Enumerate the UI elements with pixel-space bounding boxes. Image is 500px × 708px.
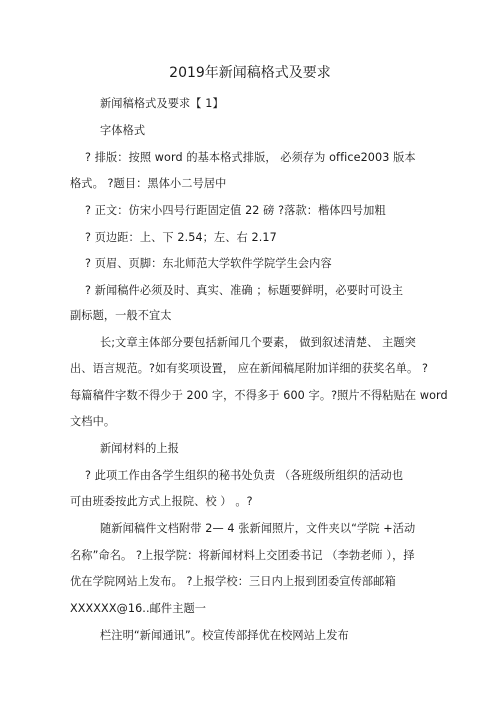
paragraph-line: 可由班委按此方式上报院、校 ） 。? xyxy=(70,495,253,508)
paragraph-line: 文档中。 xyxy=(70,415,116,428)
paragraph-line: ? 页眉、页脚：东北师范大学软件学院学生会内容 xyxy=(85,257,332,270)
paragraph-line: 格式。 ?题目：黑体小二号居中 xyxy=(70,177,227,190)
paragraph-line: 名称”命名。 ?上报学院：将新闻材料上交团委书记 （李勃老师 ），择 xyxy=(70,549,415,562)
email-line: XXXXXX@16..邮件主题一 xyxy=(70,602,207,615)
paragraph-line: 随新闻稿件文档附带 2— 4 张新闻照片，文件夹以“学院 +活动 xyxy=(100,522,416,535)
paragraph-line: 优在学院网站上发布。 ?上报学校：三日内上报到团委宣传部邮箱 xyxy=(70,575,396,588)
paragraph-line: 长;文章主体部分要包括新闻几个要素， 做到叙述清楚、 主题突 xyxy=(100,336,416,349)
section-heading-font: 字体格式 xyxy=(100,124,146,137)
paragraph-line: 副标题，一般不宜太 xyxy=(70,309,172,322)
section-heading-format: 新闻稿格式及要求【 1】 xyxy=(100,97,224,110)
document-title: 2019年新闻稿格式及要求 xyxy=(169,65,331,81)
paragraph-line: ? 此项工作由各学生组织的秘书处负责 （各班级所组织的活动也 xyxy=(85,469,404,482)
paragraph-line: ? 正文：仿宋小四号行距固定值 22 磅 ?落款：楷体四号加粗 xyxy=(85,204,386,217)
paragraph-line: ? 页边距：上、下 2.54；左、右 2.17 xyxy=(85,231,277,244)
paragraph-line: ? 新闻稿件必须及时、真实、准确 ；标题要鲜明，必要时可设主 xyxy=(85,284,404,297)
paragraph-line: 出、语言规范。?如有奖项设置， 应在新闻稿尾附加详细的获奖名单。 ? xyxy=(70,362,429,375)
paragraph-line: 每篇稿件字数不得少于 200 字，不得多于 600 字。?照片不得粘贴在 word xyxy=(70,389,448,402)
section-heading-submission: 新闻材料的上报 xyxy=(100,442,180,455)
paragraph-line: 栏注明“新闻通讯”。校宣传部择优在校网站上发布 xyxy=(100,629,349,642)
paragraph-line: ? 排版：按照 word 的基本格式排版， 必须存为 office2003 版本 xyxy=(85,151,416,164)
